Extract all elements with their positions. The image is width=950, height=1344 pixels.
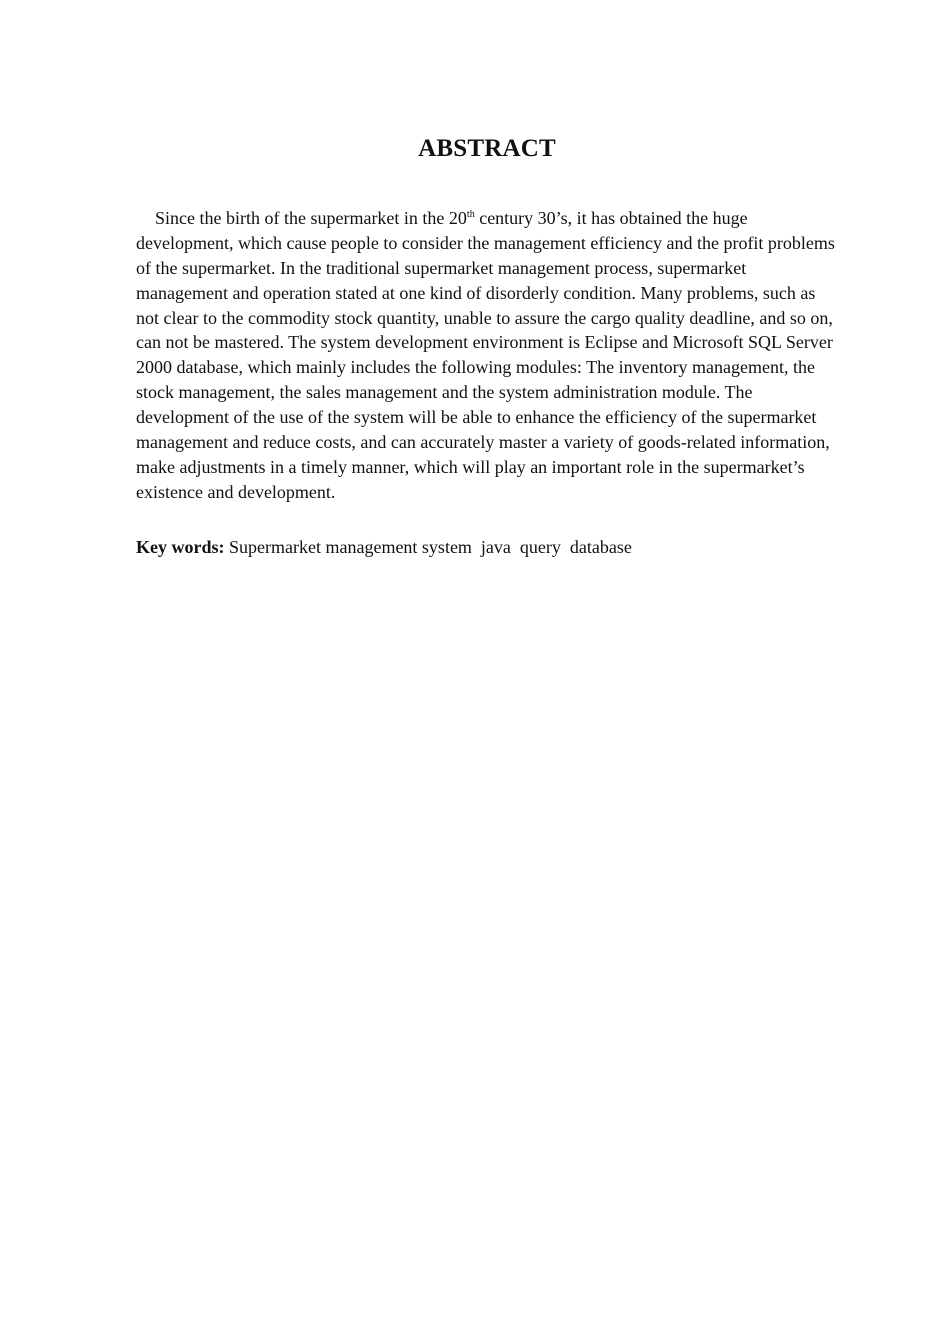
abstract-title: ABSTRACT — [418, 135, 556, 162]
abstract-line: not clear to the commodity stock quantity, unable to assure the cargo quality deadline, and so on, — [136, 307, 833, 328]
abstract-line: management and operation stated at one kind of disorderly condition. Many problems, such as — [136, 282, 816, 303]
abstract-line: development of the use of the system will be able to enhance the efficiency of the supermarket — [136, 407, 817, 428]
abstract-line: stock management, the sales management and the system administration module. The — [136, 382, 753, 403]
abstract-paragraph — [136, 206, 886, 505]
abstract-line: make adjustments in a timely manner, which will play an important role in the supermarket’s — [136, 456, 805, 477]
abstract-line: management and reduce costs, and can accurately master a variety of goods-related information, — [136, 432, 830, 453]
ordinal-superscript: th — [466, 209, 475, 220]
keywords-line — [136, 535, 632, 559]
abstract-line-text: Since the birth of the supermarket in the 20 — [155, 208, 467, 228]
abstract-line: development, which cause people to consider the management efficiency and the profit problems — [136, 232, 835, 253]
abstract-line: of the supermarket. In the traditional supermarket management process, supermarket — [136, 257, 747, 278]
abstract-line — [136, 206, 886, 231]
abstract-line: existence and development. — [136, 481, 336, 502]
abstract-line: can not be mastered. The system development environment is Eclipse and Microsoft SQL Server — [136, 332, 833, 353]
keywords-label: Key words: — [136, 537, 225, 557]
abstract-line-text: century 30’s, it has obtained the huge — [474, 208, 748, 228]
keywords-text: Supermarket management system java query database — [224, 537, 632, 557]
abstract-line: 2000 database, which mainly includes the following modules: The inventory management, the — [136, 357, 816, 378]
